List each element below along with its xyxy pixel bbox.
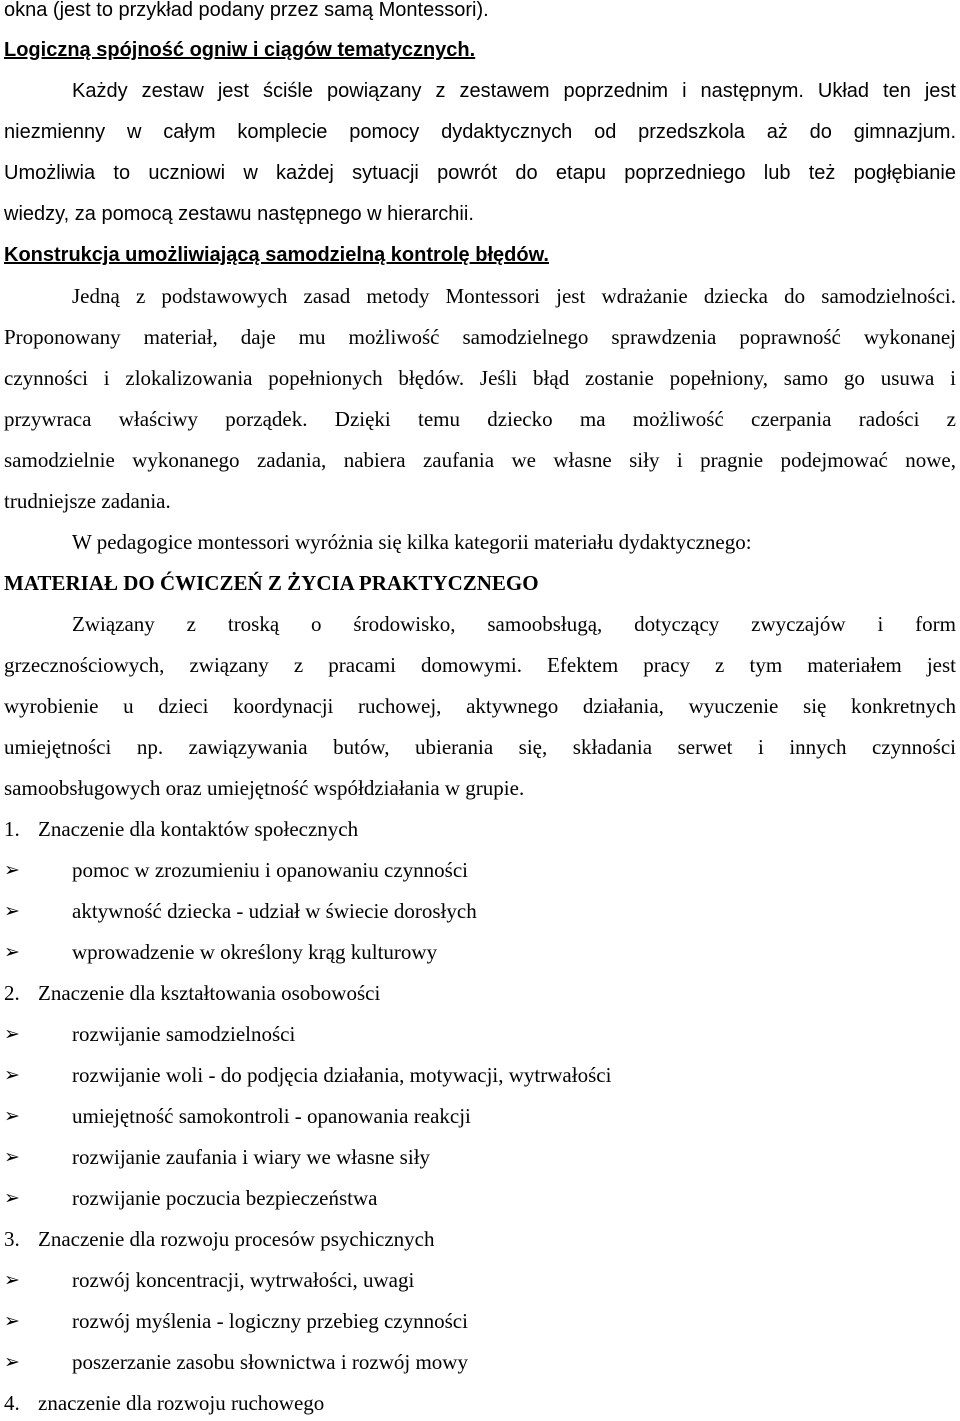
list-number: 1.: [4, 817, 20, 841]
list-number: 2.: [4, 981, 20, 1005]
paragraph-line: umiejętności np. zawiązywania butów, ubierania się, składania serwet i innych czynności: [4, 735, 956, 759]
intro-line: okna (jest to przykład podany przez samą Montessori).: [4, 0, 489, 21]
paragraph-line: W pedagogice montessori wyróżnia się kilka kategorii materiału dydaktycznego:: [72, 530, 752, 554]
paragraph-line: Proponowany materiał, daje mu możliwość samodzielnego sprawdzenia poprawność wykonanej: [4, 325, 956, 349]
bullet-text: pomoc w zrozumieniu i opanowaniu czynności: [72, 858, 468, 882]
paragraph-line: przywraca właściwy porządek. Dzięki temu dziecko ma możliwość czerpania radości z: [4, 407, 956, 431]
bullet-text: rozwój myślenia - logiczny przebieg czynności: [72, 1309, 468, 1333]
bullet-text: aktywność dziecka - udział w świecie dorosłych: [72, 899, 477, 923]
arrow-bullet-icon: ➢: [4, 1105, 20, 1127]
heading-error-control: Konstrukcja umożliwiającą samodzielną kontrolę błędów.: [4, 244, 549, 266]
paragraph-line: wyrobienie u dzieci koordynacji ruchowej, aktywnego działania, wyuczenie się konkretnych: [4, 694, 956, 718]
bullet-text: poszerzanie zasobu słownictwa i rozwój mowy: [72, 1350, 468, 1374]
paragraph-line: Jedną z podstawowych zasad metody Montessori jest wdrażanie dziecka do samodzielności.: [72, 284, 956, 308]
arrow-bullet-icon: ➢: [4, 900, 20, 922]
paragraph-line: czynności i zlokalizowania popełnionych błędów. Jeśli błąd zostanie popełniony, samo go usuwa i: [4, 366, 956, 390]
arrow-bullet-icon: ➢: [4, 1064, 20, 1086]
bullet-text: rozwijanie poczucia bezpieczeństwa: [72, 1186, 378, 1210]
bullet-text: rozwijanie woli - do podjęcia działania, motywacji, wytrwałości: [72, 1063, 612, 1087]
arrow-bullet-icon: ➢: [4, 1269, 20, 1291]
arrow-bullet-icon: ➢: [4, 859, 20, 881]
list-item-label: Znaczenie dla kształtowania osobowości: [38, 981, 381, 1005]
section-title: MATERIAŁ DO ĆWICZEŃ Z ŻYCIA PRAKTYCZNEGO: [4, 571, 539, 595]
arrow-bullet-icon: ➢: [4, 1187, 20, 1209]
arrow-bullet-icon: ➢: [4, 941, 20, 963]
bullet-text: rozwijanie samodzielności: [72, 1022, 296, 1046]
arrow-bullet-icon: ➢: [4, 1310, 20, 1332]
paragraph-line: grzecznościowych, związany z pracami domowymi. Efektem pracy z tym materiałem jest: [4, 653, 956, 677]
arrow-bullet-icon: ➢: [4, 1146, 20, 1168]
bullet-text: rozwijanie zaufania i wiary we własne siły: [72, 1145, 431, 1169]
paragraph-line: Związany z troską o środowisko, samoobsługą, dotyczący zwyczajów i form: [72, 612, 956, 636]
paragraph-line: samodzielnie wykonanego zadania, nabiera zaufania we własne siły i pragnie podejmować nowe,: [4, 448, 956, 472]
list-item-label: znaczenie dla rozwoju ruchowego: [38, 1391, 325, 1415]
arrow-bullet-icon: ➢: [4, 1351, 20, 1373]
paragraph-line: Każdy zestaw jest ściśle powiązany z zestawem poprzednim i następnym. Układ ten jest: [72, 80, 956, 102]
paragraph-line: Umożliwia to uczniowi w każdej sytuacji powrót do etapu poprzedniego lub też pogłębianie: [4, 162, 956, 184]
paragraph-line: wiedzy, za pomocą zestawu następnego w hierarchii.: [4, 203, 474, 225]
bullet-text: umiejętność samokontroli - opanowania reakcji: [72, 1104, 471, 1128]
list-item-label: Znaczenie dla rozwoju procesów psychicznych: [38, 1227, 435, 1251]
bullet-text: rozwój koncentracji, wytrwałości, uwagi: [72, 1268, 415, 1292]
arrow-bullet-icon: ➢: [4, 1023, 20, 1045]
heading-logical-coherence: Logiczną spójność ogniw i ciągów tematycznych.: [4, 39, 476, 61]
list-number: 4.: [4, 1391, 20, 1415]
paragraph-line: niezmienny w całym komplecie pomocy dydaktycznych od przedszkola aż do gimnazjum.: [4, 121, 956, 143]
paragraph-line: samoobsługowych oraz umiejętność współdziałania w grupie.: [4, 776, 525, 800]
list-item-label: Znaczenie dla kontaktów społecznych: [38, 817, 359, 841]
bullet-text: wprowadzenie w określony krąg kulturowy: [72, 940, 438, 964]
list-number: 3.: [4, 1227, 20, 1251]
paragraph-line: trudniejsze zadania.: [4, 489, 171, 513]
